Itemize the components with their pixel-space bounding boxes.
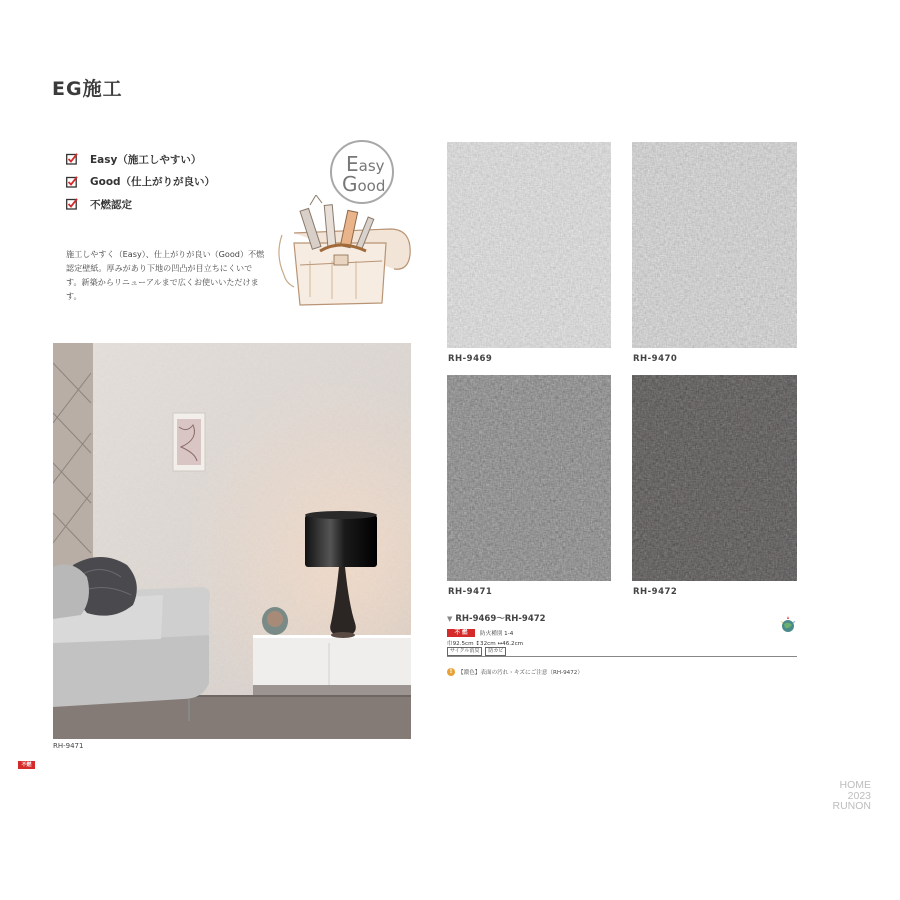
brand-line: RUNON [832, 800, 871, 812]
room-photo [53, 343, 411, 739]
swatch-rh-9469 [447, 142, 611, 348]
badge-good-rest: ood [357, 177, 386, 195]
badge-easy-rest: asy [358, 157, 385, 175]
swatch-code: RH-9472 [633, 587, 678, 597]
feature-item [66, 171, 215, 194]
feature-tag: サイクル消臭 [447, 647, 482, 656]
tool-bag-illustration [270, 195, 420, 315]
size-spec: 巾92.5cm ↕32cm ↔46.2cm [447, 641, 524, 647]
room-photo-caption: RH-9471 [53, 742, 84, 750]
feature-tag: 防カビ [485, 647, 506, 656]
divider [447, 656, 797, 657]
swatch-rh-9470 [632, 142, 797, 348]
swatch-rh-9471 [447, 375, 611, 581]
care-note-text: 【濃色】表面の汚れ・キズにご注意（RH-9472） [458, 670, 583, 676]
brand-line: HOME [839, 779, 871, 791]
swatch-code: RH-9469 [448, 354, 493, 364]
page-title: EG施工 [52, 78, 123, 100]
checkbox-icon [66, 198, 78, 210]
feature-list [66, 148, 215, 216]
spec-range [447, 612, 546, 624]
swatch-code: RH-9470 [633, 354, 678, 364]
feature-tags [447, 647, 506, 656]
spec-range-text: RH-9469～RH-9472 [455, 614, 546, 624]
checkbox-icon [66, 176, 78, 188]
feature-item [66, 148, 215, 171]
triangle-down-icon: ▼ [447, 615, 453, 623]
brand-mark [833, 780, 872, 812]
feature-item [66, 193, 215, 216]
badge-easy-initial: E [346, 152, 359, 176]
badge-good-initial: G [342, 172, 358, 196]
side-nonflammable-tag: 不燃 [18, 761, 35, 769]
eco-globe-icon [778, 614, 798, 636]
swatch-code: RH-9471 [448, 587, 493, 597]
fire-class: 防火種別 1-4 [480, 631, 514, 637]
feature-label: Good（仕上がりが良い） [90, 176, 216, 189]
warning-icon: ! [447, 668, 455, 676]
feature-label: 不燃認定 [90, 198, 132, 211]
nonflammable-tag: 不 燃 [447, 629, 475, 637]
care-note [447, 668, 583, 676]
brand-line: 2023 [847, 789, 871, 802]
checkbox-icon [66, 153, 78, 165]
swatch-rh-9472 [632, 375, 797, 581]
description-text: 施工しやすく（Easy）、仕上がりが良い（Good）不燃認定壁紙。厚みがあり下地の凹凸が目立ちにくいです。新築からリニューアルまで広くお使いいただけます。 [66, 249, 265, 301]
feature-label: Easy（施工しやすい） [90, 153, 202, 166]
